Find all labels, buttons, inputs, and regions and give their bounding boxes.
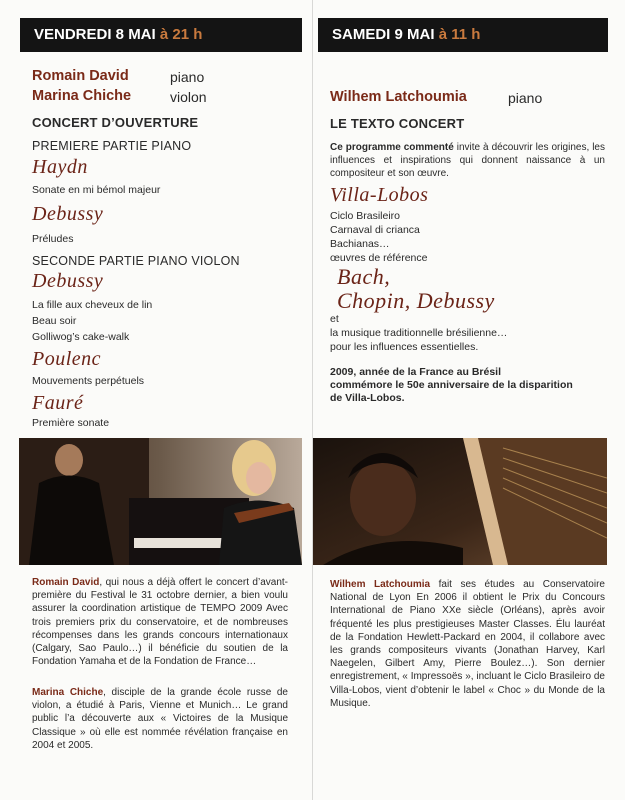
performer-instrument-2: violon [170, 89, 207, 105]
work-item: la musique traditionnelle brésilienne… [330, 327, 508, 339]
work-item: Bachianas… [330, 238, 390, 250]
concert-title: CONCERT D’OUVERTURE [32, 115, 199, 130]
duo-photo [19, 438, 302, 565]
left-page [0, 0, 313, 800]
pianist-photo [313, 438, 607, 565]
left-time: 21 h [172, 26, 203, 43]
right-at: à [438, 26, 448, 43]
performer-name: Wilhem Latchoumia [330, 89, 467, 105]
bio-marina [32, 686, 288, 752]
composer-haydn: Haydn [32, 156, 88, 178]
right-date-header [318, 18, 608, 52]
program-intro [330, 141, 605, 181]
right-day: SAMEDI 9 MAI [332, 26, 435, 43]
work-item: Préludes [32, 233, 74, 245]
bio-romain-text: , qui nous a déjà offert le concert d’avant-première du Festival le 31 octobre dernier, a bien voulu assurer la coordination artistique de TEMPO 2009 Avec trois premiers prix du conservatoire, et de nombreuses récompenses dans les grands concours internationaux (Calgary, Sao Paulo…) il bénéficie du soutien de la Fondation Yamaha et de la Fondation de France… [32, 577, 288, 668]
bio-wilhem-text: fait ses études au Conservatoire National de Lyon En 2006 il obtient le Prix du Concours International de Piano XXe siècle (Orléans), après avoir fréquenté les plus prestigieuses Master Classes. Élu lauréat de la Fondation Hewlett-Packard en 2004, il collabore avec les grands compositeurs vivants (Jonathan Harvey, Karl Naegelen, Gilbert Amy, Pierre Boulez…). Son dernier enregistrement, « Impressoës », incluant le Ciclo Brasileiro de Villa-Lobos, vient d’obtenir le label « Choc » du Monde de la Musique. [330, 579, 605, 709]
performer-instrument: piano [508, 90, 543, 106]
intro-rest: invite à découvrir les origines, les influences et inspirations qui donnent naissance à un compositeur et son œuvre. [330, 142, 605, 180]
part1-title: PREMIERE PARTIE PIANO [32, 139, 192, 153]
performer-instrument-1: piano [170, 69, 205, 85]
work-item: Beau soir [32, 315, 77, 327]
work-item: Golliwog’s cake-walk [32, 331, 130, 343]
note-line: commémore le 50e anniversaire de la disparition [330, 379, 573, 391]
work-item: Première sonate [32, 417, 110, 429]
composer-bach: Bach, [337, 264, 391, 289]
note-line: de Villa-Lobos. [330, 392, 405, 404]
left-at: à [159, 26, 169, 43]
bio-romain [32, 576, 288, 668]
work-item: La fille aux cheveux de lin [32, 299, 153, 311]
left-day: VENDREDI 8 MAI [34, 26, 156, 43]
right-time: 11 h [451, 26, 481, 43]
bio-wilhem [330, 578, 605, 710]
anniversary-note [330, 366, 573, 405]
work-item: Ciclo Brasileiro [330, 210, 401, 222]
bio-wilhem-name: Wilhem Latchoumia [330, 579, 431, 590]
bio-romain-name: Romain David [32, 577, 100, 588]
work-item: et [330, 313, 339, 325]
composer-chopin-debussy: Chopin, Debussy [337, 288, 495, 313]
performer-name-2: Marina Chiche [32, 88, 132, 104]
work-item: Mouvements perpétuels [32, 375, 145, 387]
work-item: pour les influences essentielles. [330, 341, 479, 353]
work-item: Carnaval di crianca [330, 224, 420, 236]
performer-name-1: Romain David [32, 68, 129, 84]
work-item: œuvres de référence [330, 252, 428, 264]
composer-poulenc: Poulenc [32, 348, 102, 370]
concert-title: LE TEXTO CONCERT [330, 116, 465, 131]
part2-title: SECONDE PARTIE PIANO VIOLON [32, 254, 240, 268]
composer-villa-lobos: Villa-Lobos [330, 184, 429, 206]
left-date-header [20, 18, 302, 52]
intro-bold: Ce programme commenté [330, 142, 454, 153]
bio-marina-text: , disciple de la grande école russe de violon, a étudié à Paris, Vienne et Munich… Le grand public l’a découverte aux « Victoires de la Musique Classique » où elle est nommée révélation française en 2004 et 2005. [32, 687, 288, 751]
bio-marina-name: Marina Chiche [32, 687, 104, 698]
composer-faure: Fauré [32, 392, 84, 414]
work-item: Sonate en mi bémol majeur [32, 184, 161, 196]
note-line: 2009, année de la France au Brésil [330, 366, 502, 378]
composer-debussy-2: Debussy [32, 270, 104, 292]
composer-debussy: Debussy [32, 203, 104, 225]
right-page [313, 0, 625, 800]
